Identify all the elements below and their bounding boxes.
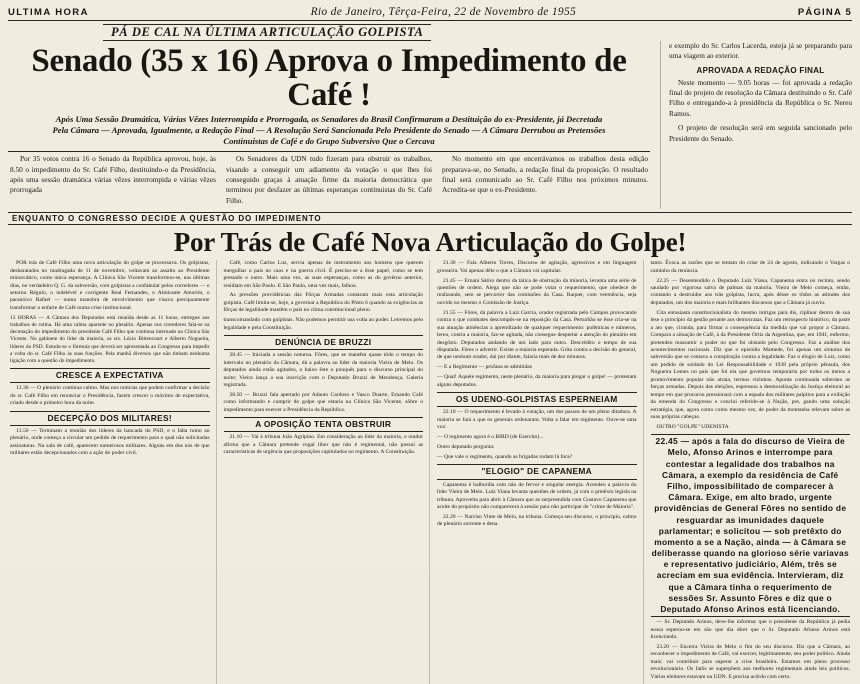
- secondary-headline: Por Trás de Café Nova Articulação do Golpe!: [173, 227, 687, 258]
- paragraph: — E a Regimento — profana se admitidas: [437, 364, 532, 371]
- paragraph: Outro deputado pergunta:: [437, 444, 495, 451]
- paragraph: e exemplo do Sr. Carlos Lacerda, esteja já se preparando para uma viagem ao exterior.: [669, 41, 852, 61]
- paragraph: 28.50 — Bruzzi fala apertado por Adauto Cardoso e Vasco Duarte, Ernando Café como informando e cumprir do golpe que estaria na Clínica São Vicente, sôbre o impedimento para exercer a Presidência da República.: [223, 391, 423, 413]
- article-column: [10, 260, 217, 683]
- paragraph: 23.20 — Encerra Vieira de Melo o fim do seu discurso. Diz que a Câmara, ao reconhecer o impedimento de Café, vai exercer, legitimamente, seu poder político. Ainda mais: vai contribuir para superar a crise brasileira. Estamos em pleno processo revolucionário. Os fatôs se superpõem aos melhores regimentais ainda leis políticos. Vários eleitores estavam na UDN. E precisa acôrdo com certo.: [650, 643, 850, 680]
- paragraph: Café, como Carlos Luz, servia apenas de instrumento aos homens que querem mergulhar o país no caos e na guerra civil. É preciso-se a êsse papel, como se tem prestado o outro. Mais uma vez, as suas esperanças, como as do govêrno anterior, residiam em São Paulo. E São Paulo, uma vez mais, falhou.: [223, 260, 423, 289]
- subheading: "ELOGIO" DE CAPANEMA: [437, 464, 637, 479]
- subheading: A OPOSIÇÃO TENTA OBSTRUIR: [224, 417, 424, 432]
- paragraph: 13.50 — Terminam a reunião dos líderes da bancada do PSD, e o falta rumo ao plenário, onde começa a circular um pedido de requerimento para o qual não solicitadas assinaturas. Na sala de café, aparecem numerosos militares. Alguns em dos nós de que militares estão decepcionados com a ação do poder civil.: [10, 427, 210, 457]
- kicker-label: PÁ DE CAL NA ÚLTIMA ARTICULAÇÃO GOLPISTA: [103, 24, 431, 41]
- main-headline: Senado (35 x 16) Aprova o Impedimento de Café !: [31, 43, 627, 113]
- paragraph: — Que vale o regimento, quando as brigadas rodam lá fora?: [437, 454, 572, 461]
- newspaper-name: ULTIMA HORA: [8, 7, 89, 18]
- paragraph: tanto. Êvoca as razões que se tentam do crise de 24 de agosto, indicando o Vargas o caminho da renúncia.: [650, 260, 850, 274]
- paragraph: Capanema é balbordia com não de fervor e singular energia. Acendeu a palavra do líder Vieira de Melo. Luiz Viana levanta questões de ordem, já com o pretêxto legisla na tribuna. Aproveita para abrir à Câmara que as surpreendida com Gustavo Capanema que aceite do propósito não comparecera à sessão para não participar de "crime de Maioria".: [437, 481, 637, 510]
- paragraph: transcomandado com golpistas. Não podemos permitir usa volta ao poder. Leiremos pelo legalidade e pela Constituição.: [223, 317, 423, 331]
- lead-columns: [8, 154, 650, 209]
- paragraph: 22.20 — Narciso Vinte de Melo, na tribuna. Começa seu discurso, o princípio, calmo de plenário sorrente e dena.: [437, 513, 637, 528]
- paragraph: 21.45 — Ernani Sátiro dentro da tática de obstrução da minoria, levanta uma série de questões de ordem. Alega que não se pode votar o requerimento, que obedece de realizando, sem se percorrer das comissões da Casa. Raquer, com veemência, seja ouvido no mesmo o Comissão de Justiça.: [437, 277, 637, 306]
- paragraph: Os Senadores da UDN tudo fizeram para obstruir os trabalhos, visando a conseguir um adiamento da votação o que lhes foi conseguido graças à atuação firme da maioria democrática que terminou por desfazer as últimas esperanças continuistas do Sr. Café Filho.: [226, 154, 432, 205]
- paragraph: 13.30 — O plenário continua calmo. Mas nos noticias que podem confirmar a decisão do sr. Café Filho em renunciar o Presidência, fazem crescer o máximo de expectativa, criado desde o primeiro hora da noite.: [10, 385, 210, 407]
- paragraph: 21.55 — Fôres, dá palavra a Luiz Garcia, orador registrada pelo Campos provocando contra o que combates descompôs-se na reposição da Casa. Perturbão se êsse cria-se na sua atuação atinências a aprendizado de qualquer requerimento: polêmicas e números, lereu, contra a maioria, faz-se agitada, não consegue despertar a atenção do plenário em desgôsto. Deputados andando de um lado para outro. Descrédito o tempo de sua disputada. Fôres o advertir. Existe a maioria esperada. Grita contra a decisão do general, de que nenhum orador, dai por diante, falaria mais de dez minutos.: [437, 309, 637, 361]
- paragraph: POR trás de Café Filho uma nova articulação do golpe se processava. Os golpistas, desbaratados no madrugada de 11 de novembro, voltavam ao assalto ao Presidente minorcático, como única esperança. A Clínica São Vicente transformou-se, nas últimas dias, no verdadeiro Q. G. da subversão, com golpistas a confabular pelos corredores — o setorno Régulo, o indelével e corrigente Real Fernandes, o Almirante Amorim, o paranóico Rafael — numa manobra de envolvimento que visava precipuamente transformar o enfarte de Café numa crise institucional.: [10, 260, 210, 311]
- article-column: [437, 260, 644, 683]
- paragraph: O projeto de resolução será em seguida sancionado pelo Presidente do Senado.: [669, 123, 852, 143]
- paragraph: — Sr. Deputado Arinos, deve-lhe informar que o presidente da República já pedia nossa esperou-se em são que dia diret que o Sr. Deputado Afonso Arinos está licenciando.: [650, 619, 850, 640]
- lead-column: [226, 154, 432, 209]
- paragraph: As pressões providências das Fôrças Armadas contaram mais esta articulação golpista. Café limita-se, hoje, a governar a República do Pôsto 6 quando as exigências as fôrças de legalidade mantêm o país no clima constitucional pleno.: [223, 292, 423, 314]
- paragraph: 21.10 — Vai à tribuna João Agripino. Em consideração ao líder da maioria, o orador afirma que a Câmara pretende vogal liber que não é regimental, não possui as características de urgência que proposições capitulados no regimento. A Constituição.: [223, 434, 423, 456]
- top-left: [8, 41, 650, 209]
- paragraph: — O regimento agora é o BIRD (de Ezercito)...: [437, 434, 544, 441]
- issue-date: Rio de Janeiro, Têrça-Feira, 22 de Novembro de 1955: [310, 6, 577, 18]
- masthead: [8, 6, 852, 21]
- subheadline-redacao-final: APROVADA A REDAÇÃO FINAL: [696, 65, 825, 75]
- paragraph: 22.25 — Desentendido o Deputado Luiz Viana, Capanema entra no recinto, sendo saudado por vigorosa salva de palmas da maioria. Vieira de Melo começa, então, contando a destruidor aos trás golpista, lucra, após dêsse os tôdos as atitudes dos deputados, um dos maioria e mais brilhantes discursos que a Câmara já ouviu.: [650, 277, 850, 306]
- lead-column: [442, 154, 648, 209]
- divider: [8, 151, 650, 152]
- page-number: PÁGINA 5: [797, 7, 852, 18]
- lower-columns: [8, 260, 852, 683]
- subheading: DENÚNCIA DE BRUZZI: [224, 335, 424, 350]
- headline-subdeck: Após Uma Sessão Dramática, Várias Vêzes Interrompida e Prorrogada, os Senadores do Brasil Confirmaram a Destituição do ex-Presidente, já Decretada Pela Câmara — Aprovada, Igualmente, a Redação Final — A Resolução Será Sancionada Pelo Presidente do Senado — A Câmara Derrubou as Pretensões Continuistas de Café e do Grupo Subversivo Que o Cercava: [52, 114, 606, 147]
- subheading: 22.45 — após a fala do discurso de Vieira de Melo, Afonso Arinos e interrompe para contestar a legalidade dos trabalhos na Câmara, a exemplo da residência de Café Filho, impossibilitado de comparecer à Câmara. Exige, em alto brado, urgente providências de General Fôres no sentido de resguardar as imunidades daquele parlamentar; e solicitou — sob pretêxto do momento a se a Nação, ainda — à Câmara se deliberasse quando na glorioso série variavas e representativo judiciário, Além, três se acreciam em sua evidência. Intervieram, diz que a Câmara tinha o requerimento de sessões Sr. Assunto Fôres e diz que o Deputado Afonso Arinos está licenciando.: [651, 434, 851, 617]
- paragraph: 13 HORAS — A Câmara dos Deputados está reunida desde as 11 horas, entregue aos trabalhos de rotina. Há uma calma aparente no plenário. Apenas nos corredores fala-se na decretação do impedimento do presidente Café Filho que continua internado na Clínica São Vicente. No gabinete do líder da maioria, os srs. Lúcio Bittencourt e Alberto Nogueira, líderes do PSD. Estudo-se o fórmula que deverá ser apresentada ao Congresso para impedir a volta do sr. Café Filho às suas funções. Pela manhã diversos que não tinham nenhuma ligação com a questão do impedimento.: [10, 314, 210, 364]
- subheading: CRESCE A EXPECTATIVA: [10, 368, 210, 383]
- top-block: [8, 41, 852, 209]
- subheading: DECEPÇÃO DOS MILITARES!: [10, 411, 210, 426]
- paragraph: OUTRO "GOLPE" UDENISTA: [656, 423, 729, 430]
- article-column: [651, 260, 851, 683]
- lead-column: [10, 154, 216, 209]
- top-right-column: [660, 41, 852, 209]
- paragraph: Por 35 votos contra 16 o Senado da República aprovou, hoje, às 8.50 o impedimento do Sr. Café Filho, destituindo-o da Presidência, após uma sessão dramática várias vêzes interrompida e várias vêzes prorrogada: [10, 154, 216, 195]
- paragraph: Cita entusiasta constitucionalista do mesmo intrigas para dis, ciplinar dentro de sua lese o princípio da gestão perante aos democratas. Faz um retrospecto histórico, da paste a ato que, ciranda, para firmar a consequência da medida que vai propor a Câmara. Compara a situação de Café, à da Presidente Ortiz da Argentina, que, em 1941, enfermo, pretendeu reassumir o poder no que foi obstado pelo Congresso. Faz a análise dos acontecimentos nacionais. Diz que o episódio Mamede, foi apenas um sintoma da subversão que se contava a conspiração contra a legalidade. Faz o elogio de Luiz, como um pedido de soldado do Lei Responsabilidade e 1938 pela próprio pênsula, dos Nogueira Lemes no país que foi ela que governou temporária por todos os meios a promovimento popular não atraia, termos vizinhos. Aponta continuada soberano as forças armadas. Depois das eleições, espressou a desmoralização da Justiça eleitoral ao tempo em que procurou pressionará com a espada dos militares palpitos para a exibição da emenda do Congresso e conclui referido-se à Nação, pre, gando uma solução estratégia, que, agora como como mesmo vez, de poder da montanha relevam sobre as suas próprias cabeças.: [650, 309, 850, 420]
- kicker-row: [8, 24, 852, 41]
- subheading: OS UDENO-GOLPISTAS ESPERNEIAM: [437, 392, 637, 407]
- paragraph: — Qual! Aquele regimento, neste plenário, da maioria para pregar o golpe! — protestam alguns deputados.: [437, 374, 637, 388]
- paragraph: 22.10 — O requerimento é levado à votação, um dos passos de um pleno ditadura. A maioria se fará a que os generais ordenaram. Volta a falar em regimento. Ouve-se uma voz:: [437, 409, 637, 431]
- paragraph: Neste momento — 9.05 horas — foi aprovada a redação final do projeto de resolução da Câmara destituindo o Sr. Café Filho e entregando-a à presidência da República o Sr. Nereu Ramos.: [669, 77, 852, 118]
- paragraph: No momento em que encerrávamos os trabalhos desta edição preparava-se, no Senado, a redação final da proposição. O resultado final será comunicado ao Sr. Café Filho nos próximos minutos. Acredita-se que o ex-Presidente.: [442, 154, 648, 195]
- paragraph: 21.30 — Fala Alberto Torres, Discurso de agitação, agressivos e em linguagem grosseira. Vai apenas dêle o que a Câmara vai capitular.: [437, 260, 637, 274]
- paragraph: 28.45 — Iniciada a sessão noturna. Fôres, que se mantêm quase tôdo o tempo do intervalo no plenário da Câmara, dá a palavra ao líder da maioria Vieira de Melo. Os deputados ainda estão agitados, o baixo êste o pouquês para o discurso principal do noite; Vieira lança a sua inscrição com o Deputado Bruzzi de Mendonça, Galeria registrada.: [223, 352, 423, 389]
- section-band: ENQUANTO O CONGRESSO DECIDE A QUESTÃO DO IMPEDIMENTO: [8, 212, 852, 225]
- article-column: [224, 260, 431, 683]
